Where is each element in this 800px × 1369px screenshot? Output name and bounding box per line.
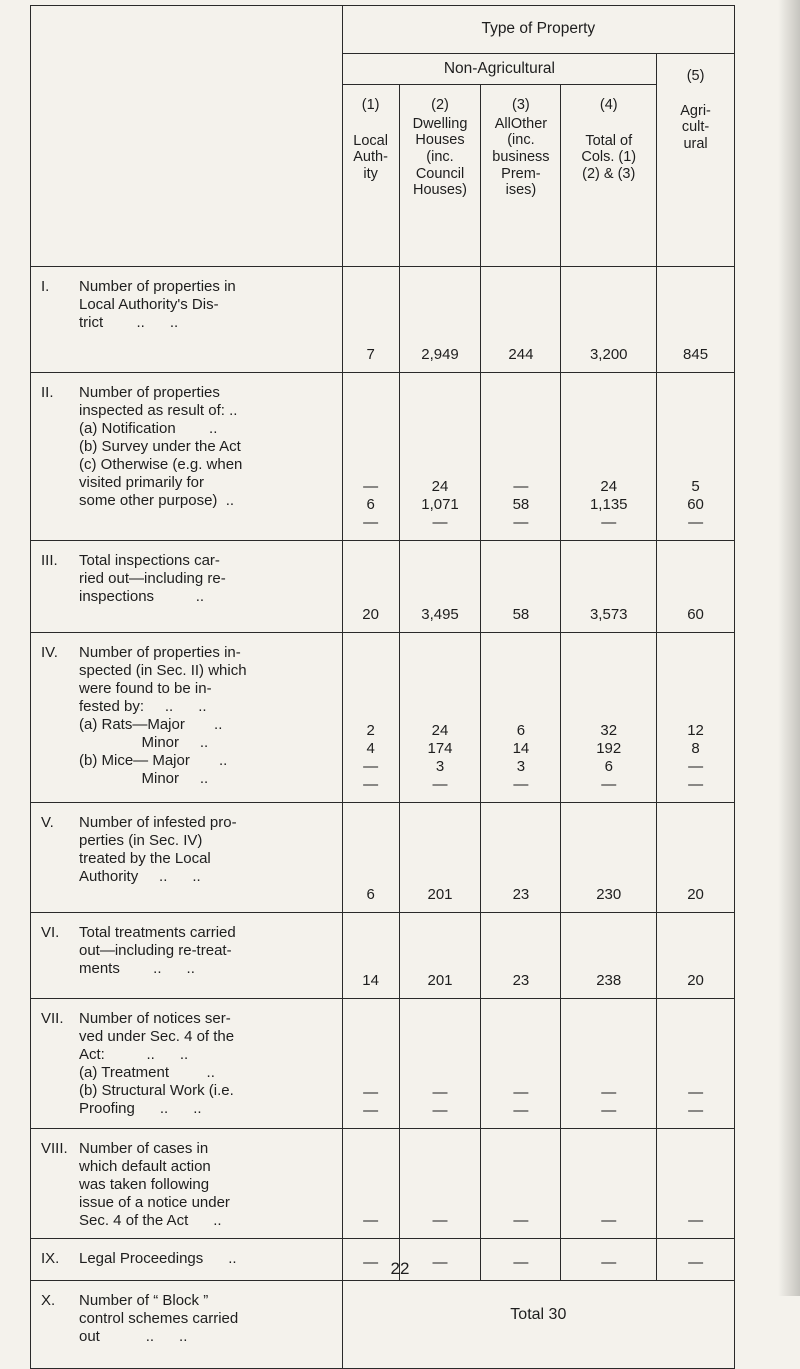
value-cell: [561, 541, 657, 633]
row-label-line: (b) Mice— Major ..: [79, 752, 228, 769]
cell-value: 1,135: [589, 496, 628, 513]
column-header-line: (inc.: [507, 132, 535, 149]
row-numeral: I.: [41, 278, 50, 295]
row-label-line: (a) Rats—Major ..: [79, 716, 223, 733]
cell-value: —: [363, 776, 379, 793]
value-cell: [657, 267, 735, 373]
column-header-line: Total of: [585, 132, 633, 149]
cell-value: 3: [516, 758, 526, 775]
cell-value: —: [363, 1102, 379, 1119]
value-cell: [561, 373, 657, 541]
row-label-line: spected (in Sec. II) which: [79, 662, 247, 679]
column-number: (4): [599, 97, 618, 113]
row-label: [31, 1281, 343, 1369]
column-header-1: [342, 85, 399, 267]
row-label-line: ments .. ..: [79, 960, 195, 977]
column-header-line: (inc.: [426, 149, 454, 166]
cell-value: —: [432, 776, 448, 793]
row-label-line: Local Authority's Dis-: [79, 296, 219, 313]
value-cell: [561, 913, 657, 999]
row-numeral: IX.: [41, 1250, 60, 1267]
cell-value: —: [513, 776, 529, 793]
cell-value: 192: [596, 740, 622, 757]
column-header-line: AllOther: [494, 115, 548, 132]
cell-value: 60: [687, 606, 704, 623]
cell-value: 3,200: [589, 346, 628, 363]
column-header-line: Agri-: [680, 102, 711, 119]
value-cell: [657, 373, 735, 541]
value-cell: [399, 541, 481, 633]
row-label-line: Total inspections car-: [79, 552, 220, 569]
value-cell: [399, 999, 481, 1129]
row-numeral: IV.: [41, 644, 58, 661]
cell-value: 5: [691, 478, 700, 495]
row-label-line: (b) Survey under the Act: [79, 438, 241, 455]
column-header-line: (2) & (3): [582, 166, 636, 183]
cell-value: —: [363, 1254, 379, 1271]
value-cell: [561, 1129, 657, 1239]
cell-value: 23: [512, 972, 530, 989]
value-cell: [342, 633, 399, 803]
row-numeral: V.: [41, 814, 54, 831]
cell-value: 3,573: [589, 606, 628, 623]
cell-value: 244: [508, 346, 534, 363]
row-label-line: Minor ..: [79, 770, 209, 787]
value-cell: [657, 1129, 735, 1239]
row-label-line: Number of “ Block ”: [79, 1292, 209, 1309]
row-label-line: out—including re-treat-: [79, 942, 232, 959]
row-label-line: Authority .. ..: [79, 868, 201, 885]
table-row: [31, 267, 735, 373]
cell-value: —: [513, 1254, 529, 1271]
column-number: (1): [361, 97, 380, 113]
cell-value: —: [688, 1084, 704, 1101]
row-label-line: Legal Proceedings ..: [79, 1250, 237, 1267]
page-number: 22: [390, 1259, 410, 1278]
value-cell: [481, 999, 561, 1129]
column-header-line: Prem-: [501, 165, 541, 182]
row-label-line: control schemes carried: [79, 1310, 239, 1327]
value-cell: [342, 999, 399, 1129]
cell-value: 24: [431, 478, 449, 495]
total-cell: Total 30: [342, 1281, 734, 1369]
cell-value: —: [513, 1102, 529, 1119]
cell-value: 14: [512, 740, 530, 757]
row-label-line: Number of infested pro-: [79, 814, 237, 831]
column-header-line: Houses: [415, 132, 465, 149]
table-row: [31, 913, 735, 999]
cell-value: —: [363, 478, 379, 495]
value-cell: [399, 803, 481, 913]
column-header-line: Council: [415, 165, 465, 182]
cell-value: —: [363, 1084, 379, 1101]
value-cell: [657, 999, 735, 1129]
row-label-line: Sec. 4 of the Act ..: [79, 1212, 222, 1229]
row-label-line: issue of a notice under: [79, 1194, 230, 1211]
value-cell: [561, 267, 657, 373]
cell-value: —: [688, 514, 704, 531]
row-label-line: inspections ..: [79, 588, 205, 605]
cell-value: —: [432, 1254, 448, 1271]
value-cell: [481, 633, 561, 803]
column-header-line: ural: [683, 136, 708, 153]
value-cell: [399, 1129, 481, 1239]
cell-value: —: [432, 1084, 448, 1101]
row-label-line: Number of properties in-: [79, 644, 241, 661]
row-label-line: Number of cases in: [79, 1140, 209, 1157]
cell-value: —: [363, 758, 379, 775]
cell-value: 2: [366, 722, 375, 739]
column-number: (5): [686, 68, 705, 84]
row-label: [31, 999, 343, 1129]
cell-value: —: [601, 1102, 617, 1119]
cell-value: —: [688, 776, 704, 793]
row-label: [31, 267, 343, 373]
row-label-line: (a) Treatment ..: [79, 1064, 215, 1081]
value-cell: [657, 913, 735, 999]
cell-value: 4: [366, 740, 375, 757]
value-cell: [342, 267, 399, 373]
row-label-line: fested by: .. ..: [79, 698, 207, 715]
cell-value: —: [513, 1084, 529, 1101]
value-cell: [342, 913, 399, 999]
property-inspection-table: [30, 5, 735, 1369]
table-row: [31, 1281, 735, 1369]
column-header-line: cult-: [681, 119, 710, 136]
row-label-line: (c) Otherwise (e.g. when: [79, 456, 243, 473]
row-numeral: VII.: [41, 1010, 64, 1027]
value-cell: [342, 803, 399, 913]
cell-value: 6: [516, 722, 526, 739]
value-cell: [481, 913, 561, 999]
row-label-line: Proofing .. ..: [79, 1100, 202, 1117]
cell-value: 1,071: [421, 496, 459, 513]
value-cell: [481, 803, 561, 913]
row-label-line: (a) Notification ..: [79, 420, 218, 437]
column-header-4: [561, 85, 657, 267]
column-header-line: Dwelling: [412, 115, 468, 132]
cell-value: —: [363, 514, 379, 531]
value-cell: [342, 1129, 399, 1239]
cell-value: 6: [366, 886, 375, 903]
cell-value: 174: [427, 740, 453, 757]
cell-value: 24: [600, 478, 618, 495]
value-cell: [399, 913, 481, 999]
value-cell: [481, 1129, 561, 1239]
value-cell: [561, 803, 657, 913]
cell-value: 2,949: [421, 346, 459, 363]
row-label-line: Act: .. ..: [79, 1046, 189, 1063]
cell-value: 23: [512, 886, 530, 903]
table-row: [31, 633, 735, 803]
cell-value: 60: [687, 496, 704, 513]
row-label: [31, 633, 343, 803]
row-label-line: out .. ..: [79, 1328, 188, 1345]
row-label: [31, 1129, 343, 1239]
column-header-line: Auth-: [353, 149, 388, 166]
column-header-3: [481, 85, 561, 267]
column-number: (2): [431, 97, 449, 113]
cell-value: 7: [366, 346, 375, 363]
cell-value: 3,495: [421, 606, 459, 623]
cell-value: 32: [600, 722, 618, 739]
cell-value: 20: [687, 972, 704, 989]
page-edge-shadow: [778, 0, 800, 1296]
type-of-property-header: Type of Property: [342, 6, 734, 54]
table-row: [31, 541, 735, 633]
row-label-line: Total treatments carried: [79, 924, 236, 941]
row-label-line: ried out—including re-: [79, 570, 226, 587]
value-cell: [481, 373, 561, 541]
cell-value: 14: [362, 972, 379, 989]
cell-value: —: [601, 776, 617, 793]
row-label-line: were found to be in-: [79, 680, 212, 697]
cell-value: 58: [512, 496, 530, 513]
value-cell: [561, 999, 657, 1129]
cell-value: 201: [427, 886, 453, 903]
value-cell: [399, 267, 481, 373]
row-label-line: some other purpose) ..: [79, 492, 235, 509]
row-label: [31, 541, 343, 633]
row-label-line: perties (in Sec. IV): [79, 832, 203, 849]
row-label-line: ved under Sec. 4 of the: [79, 1028, 235, 1045]
cell-value: —: [601, 514, 617, 531]
cell-value: 230: [596, 886, 622, 903]
column-header-2: [399, 85, 481, 267]
row-numeral: III.: [41, 552, 58, 569]
value-cell: [657, 803, 735, 913]
cell-value: —: [601, 1084, 617, 1101]
row-label-line: Number of notices ser-: [79, 1010, 231, 1027]
cell-value: 8: [691, 740, 700, 757]
row-label-line: Minor ..: [79, 734, 209, 751]
row-numeral: VIII.: [41, 1140, 68, 1157]
cell-value: 3: [435, 758, 445, 775]
cell-value: 6: [366, 496, 375, 513]
cell-value: 20: [362, 606, 379, 623]
row-numeral: X.: [41, 1292, 56, 1309]
value-cell: [481, 541, 561, 633]
cell-value: —: [601, 1212, 617, 1229]
cell-value: —: [688, 758, 704, 775]
value-cell: [481, 267, 561, 373]
cell-value: —: [601, 1254, 617, 1271]
value-cell: [399, 373, 481, 541]
cell-value: 845: [683, 346, 709, 363]
cell-value: 12: [687, 722, 704, 739]
value-cell: [342, 541, 399, 633]
cell-value: 201: [427, 972, 453, 989]
column-header-5: [657, 54, 735, 267]
cell-value: 24: [431, 722, 449, 739]
non-agricultural-header: Non-Agricultural: [342, 54, 656, 85]
column-header-line: ity: [363, 166, 378, 183]
blank-corner-cell: [31, 6, 343, 267]
row-label-line: Number of properties in: [79, 278, 236, 295]
cell-value: 20: [687, 886, 704, 903]
cell-value: —: [688, 1212, 704, 1229]
cell-value: —: [513, 514, 529, 531]
row-label-line: was taken following: [79, 1176, 210, 1193]
column-header-line: Local: [353, 132, 388, 149]
cell-value: 58: [512, 606, 530, 623]
cell-value: —: [432, 514, 448, 531]
row-numeral: VI.: [41, 924, 60, 941]
row-label-line: trict .. ..: [79, 314, 179, 331]
column-number: (3): [512, 97, 530, 113]
column-header-line: Houses): [413, 182, 467, 199]
row-label: [31, 373, 343, 541]
column-header-line: Cols. (1): [581, 149, 637, 166]
row-label: [31, 803, 343, 913]
row-label-line: visited primarily for: [79, 474, 205, 491]
value-cell: [342, 373, 399, 541]
cell-value: 238: [596, 972, 622, 989]
cell-value: —: [432, 1212, 448, 1229]
row-label-line: treated by the Local: [79, 850, 211, 867]
row-label-line: Number of properties: [79, 384, 220, 401]
table-row: [31, 999, 735, 1129]
cell-value: —: [432, 1102, 448, 1119]
cell-value: —: [688, 1254, 704, 1271]
row-numeral: II.: [41, 384, 54, 401]
row-label: [31, 913, 343, 999]
value-cell: [561, 633, 657, 803]
row-label-line: (b) Structural Work (i.e.: [79, 1082, 234, 1099]
value-cell: [657, 633, 735, 803]
cell-value: —: [513, 478, 529, 495]
cell-value: —: [363, 1212, 379, 1229]
table-row: [31, 373, 735, 541]
column-header-line: business: [492, 149, 550, 166]
row-label-line: inspected as result of: ..: [79, 402, 238, 419]
table-row: [31, 803, 735, 913]
cell-value: —: [688, 1102, 704, 1119]
column-header-line: ises): [505, 182, 537, 199]
value-cell: [399, 633, 481, 803]
cell-value: —: [513, 1212, 529, 1229]
value-cell: [657, 541, 735, 633]
table-row: [31, 1129, 735, 1239]
row-label-line: which default action: [79, 1158, 211, 1175]
cell-value: 6: [604, 758, 613, 775]
